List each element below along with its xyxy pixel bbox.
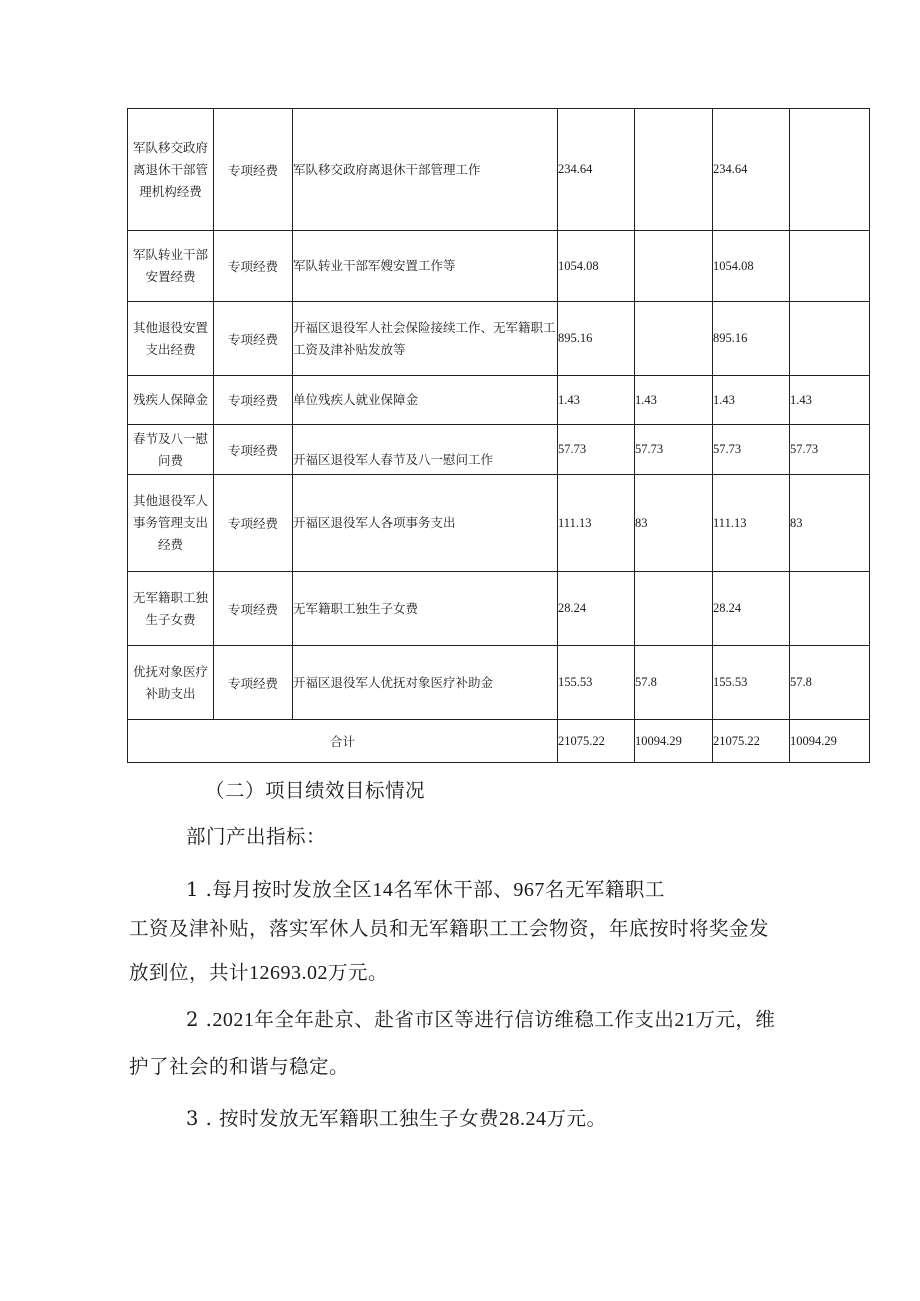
amount-cell: 28.24 — [713, 572, 790, 646]
fund-type: 专项经费 — [214, 302, 293, 376]
total-amount: 10094.29 — [790, 720, 870, 763]
number-run: 21 — [674, 1009, 696, 1031]
text-run: 1 .每月按时发放全区 — [186, 878, 373, 901]
amount-cell: 57.73 — [558, 425, 635, 475]
number-run: 14 — [372, 879, 394, 901]
total-amount: 21075.22 — [558, 720, 635, 763]
amount-cell: 895.16 — [713, 302, 790, 376]
amount-cell: 1054.08 — [713, 231, 790, 302]
section-heading: （二）项目绩效目标情况 — [205, 779, 426, 802]
amount-cell: 28.24 — [558, 572, 635, 646]
table-row — [128, 109, 870, 231]
table-row — [128, 302, 870, 376]
item-description: 无军籍职工独生子女费 — [293, 572, 558, 646]
budget-table — [127, 108, 870, 763]
item-description: 开福区退役军人社会保险接续工作、无军籍职工工资及津补贴发放等 — [293, 302, 558, 376]
total-amount: 10094.29 — [635, 720, 713, 763]
text-run: 放到位，共计 — [129, 961, 250, 984]
amount-cell: 57.73 — [635, 425, 713, 475]
amount-cell: 1.43 — [558, 376, 635, 425]
amount-cell: 1.43 — [635, 376, 713, 425]
paragraph-1-line-2: 工资及津补贴，落实军休人员和无军籍职工工会物资，年底按时将奖金发 — [129, 917, 770, 940]
text-run: 2 . — [186, 1008, 213, 1031]
amount-cell: 111.13 — [558, 475, 635, 572]
text-run: 名军休干部、 — [393, 878, 514, 901]
total-amount: 21075.22 — [713, 720, 790, 763]
number-run: 12693.02 — [249, 962, 329, 984]
amount-cell: 57.8 — [790, 646, 870, 720]
amount-cell — [635, 572, 713, 646]
item-name: 军队转业干部安置经费 — [128, 231, 214, 302]
amount-cell: 895.16 — [558, 302, 635, 376]
fund-type: 专项经费 — [214, 572, 293, 646]
amount-cell — [635, 231, 713, 302]
item-name: 其他退役安置支出经费 — [128, 302, 214, 376]
amount-cell: 83 — [790, 475, 870, 572]
table-row — [128, 425, 870, 475]
item-name: 其他退役军人事务管理支出经费 — [128, 475, 214, 572]
amount-cell: 1.43 — [713, 376, 790, 425]
amount-cell — [635, 109, 713, 231]
table-row — [128, 646, 870, 720]
fund-type: 专项经费 — [214, 475, 293, 572]
item-name: 春节及八一慰问费 — [128, 425, 214, 475]
fund-type: 专项经费 — [214, 109, 293, 231]
item-description: 开福区退役军人春节及八一慰问工作 — [293, 425, 558, 475]
item-description: 军队移交政府离退休干部管理工作 — [293, 109, 558, 231]
item-description: 开福区退役军人各项事务支出 — [293, 475, 558, 572]
table-row — [128, 572, 870, 646]
item-name: 优抚对象医疗补助支出 — [128, 646, 214, 720]
paragraph-1-line-3 — [129, 957, 388, 985]
amount-cell: 234.64 — [558, 109, 635, 231]
amount-cell: 111.13 — [713, 475, 790, 572]
amount-cell: 234.64 — [713, 109, 790, 231]
amount-cell — [790, 109, 870, 231]
item-name: 无军籍职工独生子女费 — [128, 572, 214, 646]
number-run: 28.24 — [499, 1108, 547, 1130]
fund-type: 专项经费 — [214, 231, 293, 302]
amount-cell: 155.53 — [558, 646, 635, 720]
paragraph-3 — [186, 1103, 607, 1131]
item-description: 开福区退役军人优抚对象医疗补助金 — [293, 646, 558, 720]
paragraph-1-line-1 — [186, 874, 665, 902]
total-row — [128, 720, 870, 763]
amount-cell: 57.73 — [713, 425, 790, 475]
fund-type: 专项经费 — [214, 425, 293, 475]
item-description: 单位残疾人就业保障金 — [293, 376, 558, 425]
table-row — [128, 475, 870, 572]
item-description: 军队转业干部军嫂安置工作等 — [293, 231, 558, 302]
number-run: 967 — [513, 879, 545, 901]
section-subheading: 部门产出指标： — [186, 825, 327, 848]
text-run: 万元。 — [328, 961, 389, 984]
amount-cell: 1054.08 — [558, 231, 635, 302]
amount-cell: 1.43 — [790, 376, 870, 425]
paragraph-2-line-1 — [186, 1004, 775, 1032]
amount-cell: 57.73 — [790, 425, 870, 475]
fund-type: 专项经费 — [214, 376, 293, 425]
amount-cell — [790, 572, 870, 646]
item-name: 军队移交政府离退休干部管理机构经费 — [128, 109, 214, 231]
text-run: 3 . 按时发放无军籍职工独生子女费 — [186, 1107, 500, 1130]
number-run: 2021 — [212, 1009, 255, 1031]
text-run: 万元。 — [546, 1107, 607, 1130]
text-run: 万元，维 — [695, 1008, 776, 1031]
amount-cell: 83 — [635, 475, 713, 572]
amount-cell — [790, 302, 870, 376]
amount-cell — [635, 302, 713, 376]
table-row — [128, 231, 870, 302]
paragraph-2-line-2: 护了社会的和谐与稳定。 — [129, 1055, 350, 1078]
item-name: 残疾人保障金 — [128, 376, 214, 425]
text-run: 名无军籍职工 — [544, 878, 665, 901]
text-run: 年全年赴京、赴省市区等进行信访维稳工作支出 — [254, 1008, 675, 1031]
amount-cell: 155.53 — [713, 646, 790, 720]
total-label: 合计 — [128, 720, 558, 763]
fund-type: 专项经费 — [214, 646, 293, 720]
amount-cell — [790, 231, 870, 302]
amount-cell: 57.8 — [635, 646, 713, 720]
table-row — [128, 376, 870, 425]
